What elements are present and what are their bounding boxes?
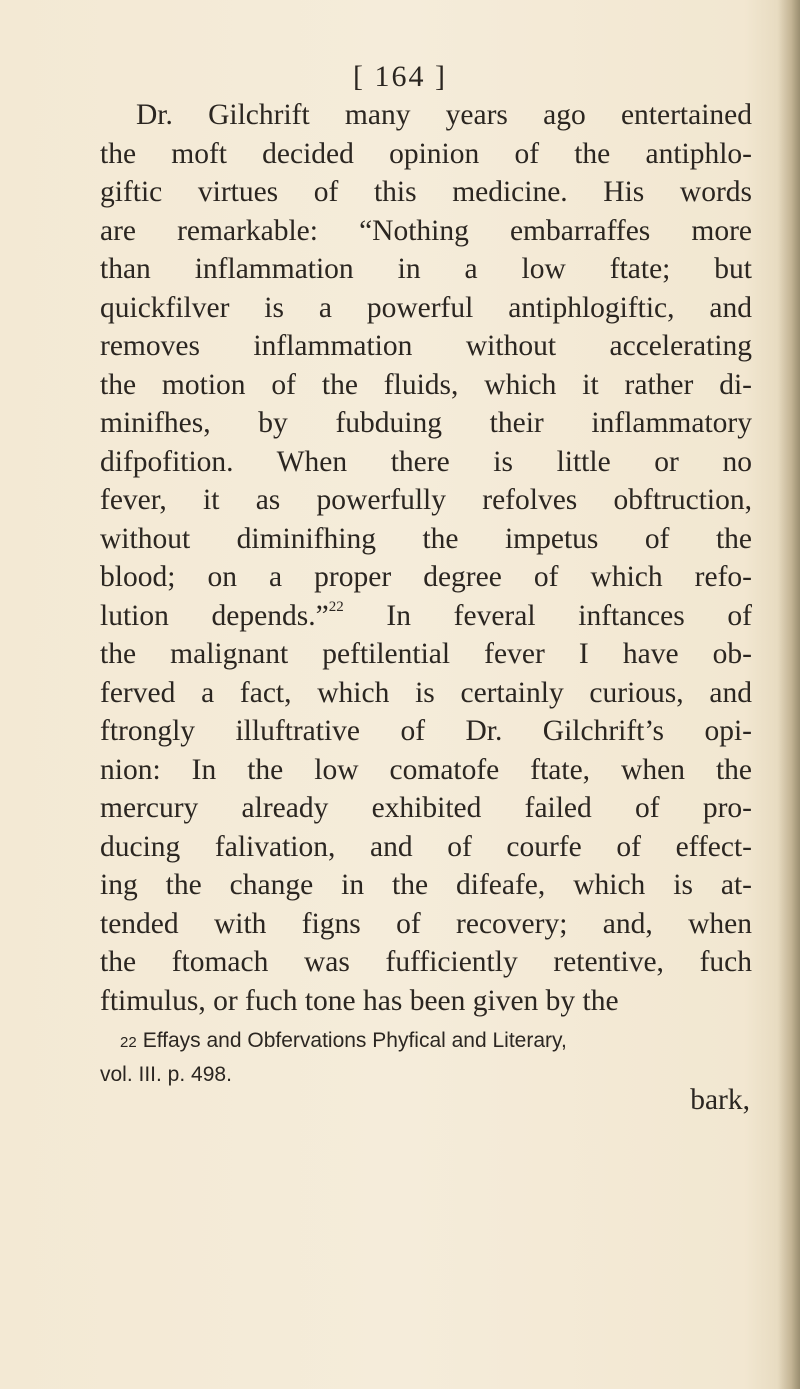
text-line: the moft decided opinion of the antiphlo-	[100, 137, 752, 170]
footnote-number: 22	[120, 1034, 137, 1051]
text-line: the ftomach was fufficiently retentive, fuch	[100, 946, 752, 978]
text-line-with-footnote-ref	[100, 597, 752, 636]
text-line: the motion of the fluids, which it rather di-	[100, 368, 752, 401]
catchword: bark,	[690, 1084, 750, 1116]
text-line: ducing falivation, and of courfe of effect-	[100, 830, 752, 863]
text-line: difpofition. When there is little or no	[100, 445, 752, 478]
text-line: are remarkable: “Nothing embarraffes more	[100, 214, 752, 247]
text-line: ferved a fact, which is certainly curious, and	[100, 676, 752, 709]
main-text-block	[100, 96, 752, 1020]
text-line: mercury already exhibited failed of pro-	[100, 792, 752, 824]
footnote-reference: 22	[328, 598, 344, 615]
footnote-line: vol. III. p. 498.	[100, 1063, 232, 1086]
text-line: quickfilver is a powerful antiphlogiftic, and	[100, 291, 752, 324]
text-line: without diminifhing the impetus of the	[100, 522, 752, 555]
text-line: ftrongly illuftrative of Dr. Gilchrift’s opi-	[100, 715, 752, 747]
text-line: nion: In the low comatofe ftate, when the	[100, 753, 752, 786]
footnote-line	[100, 1025, 750, 1059]
text-line: tended with figns of recovery; and, when	[100, 907, 752, 940]
text-line: blood; on a proper degree of which refo-	[100, 561, 752, 593]
footnote	[100, 1025, 750, 1091]
text-line: ing the change in the difeafe, which is at-	[100, 869, 752, 901]
page-edge-shadow	[778, 0, 800, 1389]
text-line: the malignant peftilential fever I have ob-	[100, 638, 752, 670]
footnote-text: Effays and Obfervations Phyfical and Literary,	[142, 1029, 567, 1052]
page-number-header: [ 164 ]	[353, 60, 447, 93]
text-line: minifhes, by fubduing their inflammatory	[100, 407, 752, 439]
text-line: than inflammation in a low ftate; but	[100, 253, 752, 285]
text-line: Dr. Gilchrift many years ago entertained	[136, 99, 752, 131]
text-segment: In feveral inftances of	[343, 599, 752, 632]
text-segment: lution depends.”	[100, 599, 329, 632]
text-line: giftic virtues of this medicine. His words	[100, 176, 752, 208]
text-line: ftimulus, or fuch tone has been given by the	[100, 984, 619, 1017]
text-line: removes inflammation without accelerating	[100, 330, 752, 362]
text-line: fever, it as powerfully refolves obftruction,	[100, 484, 752, 516]
